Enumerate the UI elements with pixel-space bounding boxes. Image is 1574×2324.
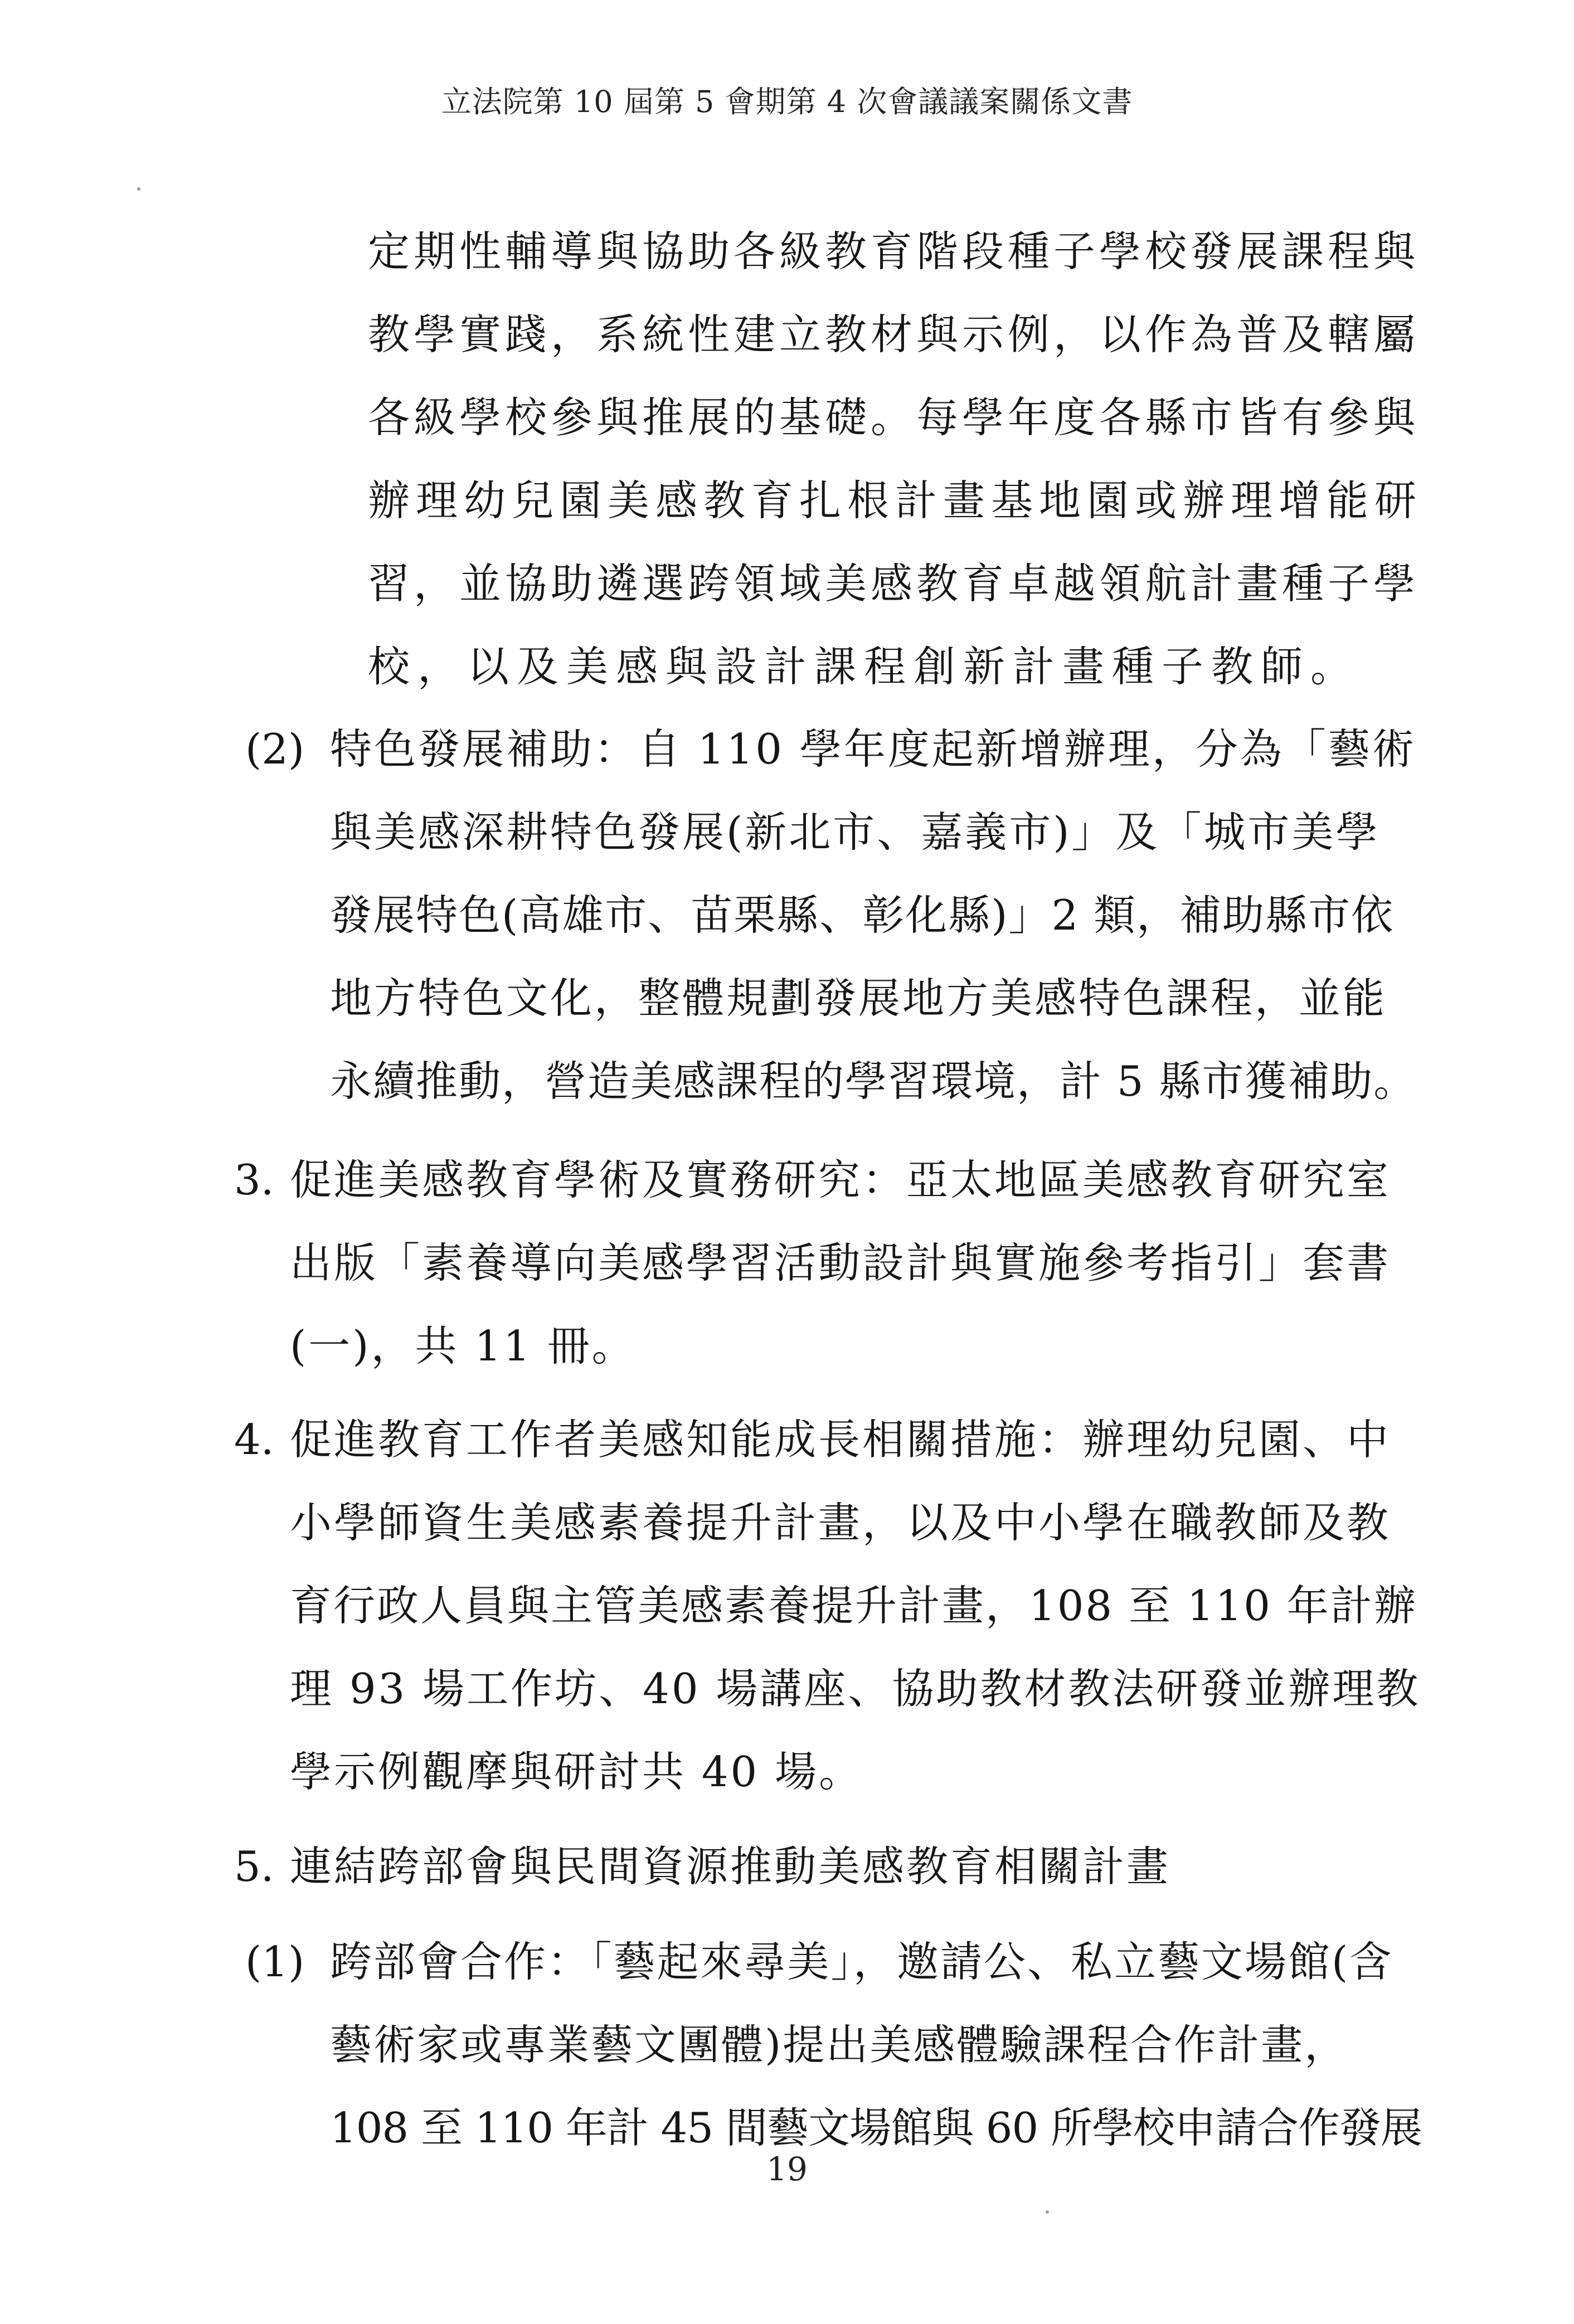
paragraph-line: 與美感深耕特色發展(新北市、嘉義市)」及「城市美學 (330, 808, 1380, 857)
paragraph-line: (一)，共 11 冊。 (290, 1321, 636, 1370)
paragraph-line: 地方特色文化，整體規劃發展地方美感特色課程，並能 (330, 974, 1387, 1023)
section-number: 5. (234, 1842, 274, 1891)
paragraph-line: 習，並協助遴選跨領域美感教育卓越領航計畫種子學 (368, 559, 1420, 608)
paragraph-line: 108 至 110 年計 45 間藝文場館與 60 所學校申請合作發展 (330, 2103, 1422, 2152)
document-header: 立法院第 10 屆第 5 會期第 4 次會議議案關係文書 (441, 84, 1133, 119)
paragraph-line: 理 93 場工作坊、40 場講座、協助教材教法研發並辦理教 (290, 1664, 1421, 1713)
paragraph-line: 學示例觀摩與研討共 40 場。 (290, 1747, 863, 1796)
list-item-marker: (2) (245, 725, 305, 774)
paragraph-line: 促進教育工作者美感知能成長相關措施：辦理幼兒園、中 (290, 1415, 1391, 1464)
scan-speck (1046, 2210, 1049, 2214)
paragraph-line: 出版「素養導向美感學習活動設計與實施參考指引」套書 (290, 1238, 1391, 1287)
scan-speck (137, 187, 140, 191)
paragraph-line: 定期性輔導與協助各級教育階段種子學校發展課程與 (368, 227, 1420, 276)
paragraph-line: 連結跨部會與民間資源推動美感教育相關計畫 (290, 1842, 1171, 1891)
paragraph-line: 小學師資生美感素養提升計畫，以及中小學在職教師及教 (290, 1498, 1391, 1547)
paragraph-line: 發展特色(高雄市、苗栗縣、彰化縣)」2 類，補助縣市依 (330, 891, 1395, 940)
section-number: 4. (234, 1415, 274, 1464)
list-item-marker: (1) (245, 1937, 305, 1986)
paragraph-line: 特色發展補助：自 110 學年度起新增辦理，分為「藝術 (330, 725, 1416, 774)
paragraph-line: 辦理幼兒園美感教育扎根計畫基地園或辦理增能研 (368, 476, 1423, 525)
section-number: 3. (234, 1155, 274, 1204)
paragraph-line: 各級學校參與推展的基礎。每學年度各縣市皆有參與 (368, 393, 1420, 442)
paragraph-line: 校，以及美感與設計課程創新計畫種子教師。 (368, 642, 1361, 691)
paragraph-line: 促進美感教育學術及實務研究：亞太地區美感教育研究室 (290, 1155, 1391, 1204)
paragraph-line: 跨部會合作：「藝起來尋美」，邀請公、私立藝文場館(含 (330, 1937, 1393, 1986)
paragraph-line: 教學實踐，系統性建立教材與示例，以作為普及轄屬 (368, 310, 1420, 359)
paragraph-line: 永續推動，營造美感課程的學習環境，計 5 縣市獲補助。 (330, 1057, 1417, 1106)
page-number: 19 (766, 2150, 808, 2188)
paragraph-line: 藝術家或專業藝文團體)提出美感體驗課程合作計畫， (330, 2020, 1348, 2069)
paragraph-line: 育行政人員與主管美感素養提升計畫，108 至 110 年計辦 (290, 1581, 1417, 1630)
